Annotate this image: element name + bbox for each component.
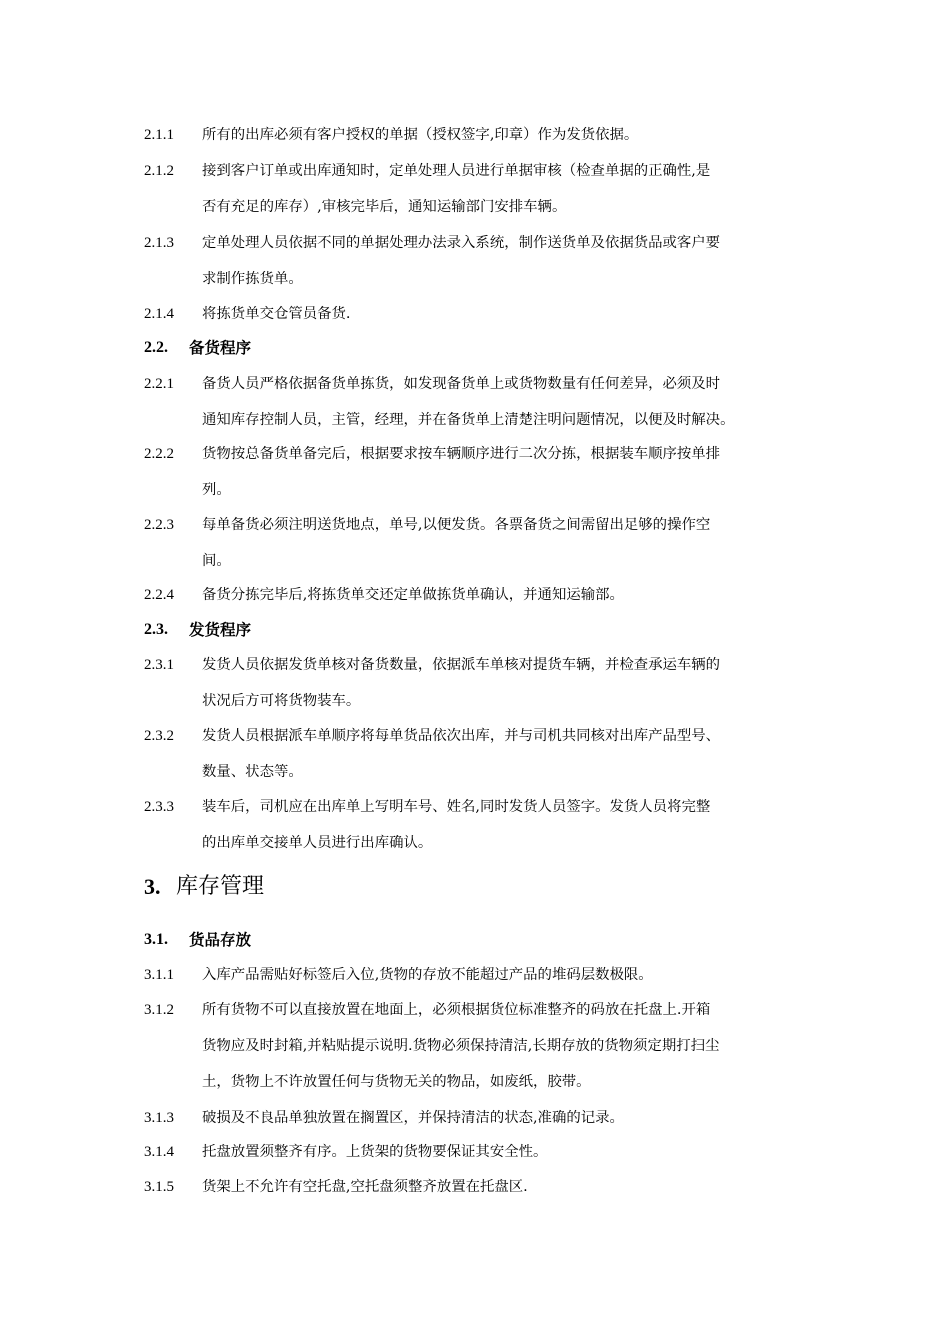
item-number: 3.1.2: [144, 1002, 174, 1018]
item-text: [202, 1141, 827, 1177]
item-number: 2.2.3: [144, 517, 174, 533]
text-line: 入库产品需贴好标签后入位,货物的存放不能超过产品的堆码层数极限。: [202, 967, 653, 983]
item-number: 2.1.4: [144, 306, 174, 322]
text-line: 列。: [202, 482, 231, 498]
item-text: [202, 373, 827, 445]
text-line: 的出库单交接单人员进行出库确认。: [202, 835, 433, 851]
heading-title: 发货程序: [189, 621, 252, 639]
item-text: [202, 725, 827, 797]
text-line: 求制作拣货单。: [202, 271, 303, 287]
item-number: 2.2.1: [144, 376, 174, 392]
text-line: 土，货物上不许放置任何与货物无关的物品，如废纸，胶带。: [202, 1074, 591, 1090]
text-line: 将拣货单交仓管员备货.: [202, 306, 351, 322]
text-line: 货物按总备货单备完后，根据要求按车辆顺序进行二次分拣，根据装车顺序按单排: [202, 446, 721, 462]
heading-number: 2.3.: [144, 621, 168, 638]
heading-title: 备货程序: [189, 339, 252, 357]
text-line: 定单处理人员依据不同的单据处理办法录入系统，制作送货单及依据货品或客户要: [202, 235, 721, 251]
item-number: 2.2.4: [144, 587, 174, 603]
item-text: [202, 654, 827, 726]
text-line: 接到客户订单或出库通知时，定单处理人员进行单据审核（检查单据的正确性,是: [202, 163, 711, 179]
item-text: [202, 796, 827, 868]
item-text: [202, 303, 827, 339]
item-text: [202, 443, 827, 515]
item-number: 2.2.2: [144, 446, 174, 462]
item-number: 3.1.1: [144, 967, 174, 983]
text-line: 货架上不允许有空托盘,空托盘须整齐放置在托盘区.: [202, 1179, 528, 1195]
item-text: [202, 124, 827, 160]
text-line: 每单备货必须注明送货地点，单号,以便发货。各票备货之间需留出足够的操作空: [202, 517, 711, 533]
heading-number: 2.2.: [144, 339, 168, 356]
item-number: 3.1.4: [144, 1144, 174, 1160]
text-line: 所有的出库必须有客户授权的单据（授权签字,印章）作为发货依据。: [202, 127, 639, 143]
item-text: [202, 1107, 827, 1143]
heading-title: 货品存放: [189, 931, 252, 949]
text-line: 托盘放置须整齐有序。上货架的货物要保证其安全性。: [202, 1144, 548, 1160]
heading-number: 3.: [144, 874, 161, 899]
text-line: 货物应及时封箱,并粘贴提示说明.货物必须保持清洁,长期存放的货物须定期打扫尘: [202, 1038, 720, 1054]
text-line: 备货人员严格依据备货单拣货，如发现备货单上或货物数量有任何差异，必须及时: [202, 376, 721, 392]
item-number: 3.1.3: [144, 1110, 174, 1126]
item-text: [202, 232, 827, 304]
item-text: [202, 964, 827, 1000]
heading-number: 3.1.: [144, 931, 168, 948]
item-number: 2.3.1: [144, 657, 174, 673]
text-line: 所有货物不可以直接放置在地面上，必须根据货位标准整齐的码放在托盘上.开箱: [202, 1002, 711, 1018]
item-number: 3.1.5: [144, 1179, 174, 1195]
item-number: 2.1.1: [144, 127, 174, 143]
text-line: 通知库存控制人员，主管，经理，并在备货单上清楚注明问题情况，以便及时解决。: [202, 412, 735, 428]
text-line: 否有充足的库存）,审核完毕后，通知运输部门安排车辆。: [202, 199, 567, 215]
item-text: [202, 160, 827, 232]
item-number: 2.3.2: [144, 728, 174, 744]
text-line: 发货人员根据派车单顺序将每单货品依次出库，并与司机共同核对出库产品型号、: [202, 728, 721, 744]
item-text: [202, 584, 827, 620]
item-number: 2.1.3: [144, 235, 174, 251]
text-line: 状况后方可将货物装车。: [202, 693, 361, 709]
text-line: 发货人员依据发货单核对备货数量，依据派车单核对提货车辆，并检查承运车辆的: [202, 657, 721, 673]
item-text: [202, 999, 827, 1107]
text-line: 数量、状态等。: [202, 764, 303, 780]
heading-title: 库存管理: [176, 874, 265, 899]
text-line: 间。: [202, 553, 231, 569]
item-number: 2.1.2: [144, 163, 174, 179]
item-text: [202, 514, 827, 586]
text-line: 备货分拣完毕后,将拣货单交还定单做拣货单确认，并通知运输部。: [202, 587, 624, 603]
item-number: 2.3.3: [144, 799, 174, 815]
item-text: [202, 1176, 827, 1212]
text-line: 装车后，司机应在出库单上写明车号、姓名,同时发货人员签字。发货人员将完整: [202, 799, 711, 815]
text-line: 破损及不良品单独放置在搁置区，并保持清洁的状态,准确的记录。: [202, 1110, 624, 1126]
